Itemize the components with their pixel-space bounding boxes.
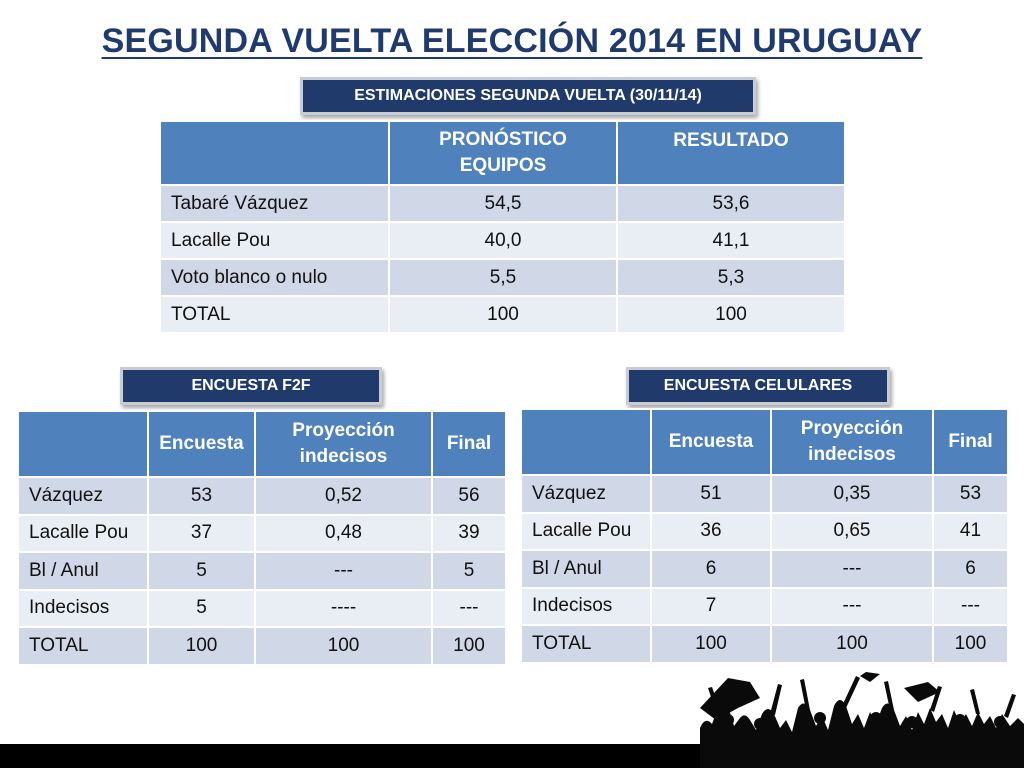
- cell-value: 51: [651, 475, 771, 513]
- row-label: TOTAL: [18, 627, 148, 665]
- cell-value: 0,65: [771, 513, 933, 551]
- cell-value: 100: [389, 296, 617, 333]
- table-header-row: [18, 411, 506, 477]
- cell-value: 6: [933, 550, 1008, 588]
- table-row: [160, 185, 845, 222]
- header-cell: [160, 121, 389, 185]
- header-cell: PRONÓSTICO EQUIPOS: [389, 121, 617, 185]
- table-row: [521, 550, 1008, 588]
- cell-value: 39: [432, 515, 506, 553]
- cell-value: 100: [651, 625, 771, 663]
- row-label: Lacalle Pou: [18, 515, 148, 553]
- cell-value: ---: [432, 590, 506, 628]
- row-label: Vázquez: [18, 477, 148, 515]
- cell-value: ----: [255, 590, 432, 628]
- header-cell: Final: [432, 411, 506, 477]
- row-label: Bl / Anul: [521, 550, 651, 588]
- row-label: TOTAL: [521, 625, 651, 663]
- cell-value: 40,0: [389, 222, 617, 259]
- cell-value: 56: [432, 477, 506, 515]
- page-title: SEGUNDA VUELTA ELECCIÓN 2014 EN URUGUAY: [101, 22, 923, 60]
- cell-value: 53: [933, 475, 1008, 513]
- row-label: Vázquez: [521, 475, 651, 513]
- header-cell: RESULTADO: [617, 121, 845, 185]
- table-row: [160, 296, 845, 333]
- f2f-table-label: ENCUESTA F2F: [120, 367, 382, 405]
- row-label: Lacalle Pou: [521, 513, 651, 551]
- table-header-row: [160, 121, 845, 185]
- cell-value: 41: [933, 513, 1008, 551]
- cell-value: 5: [148, 590, 255, 628]
- cell-value: 100: [432, 627, 506, 665]
- cell-value: 53,6: [617, 185, 845, 222]
- cell-value: 100: [617, 296, 845, 333]
- row-label: Bl / Anul: [18, 552, 148, 590]
- crowd-silhouette-icon: [0, 668, 1024, 768]
- main-table-label: ESTIMACIONES SEGUNDA VUELTA (30/11/14): [300, 77, 756, 115]
- table-row: [521, 475, 1008, 513]
- table-row: [18, 515, 506, 553]
- table-row: [160, 222, 845, 259]
- table-row: [18, 590, 506, 628]
- f2f-survey-table: [17, 410, 507, 666]
- table-row: [18, 477, 506, 515]
- celulares-table-label: ENCUESTA CELULARES: [626, 367, 890, 405]
- row-label: Lacalle Pou: [160, 222, 389, 259]
- cell-value: 5: [148, 552, 255, 590]
- main-estimation-table: [159, 120, 846, 334]
- table-row: [18, 552, 506, 590]
- celulares-survey-table: [520, 408, 1009, 664]
- cell-value: 54,5: [389, 185, 617, 222]
- header-cell: Final: [933, 409, 1008, 475]
- cell-value: 5,5: [389, 259, 617, 296]
- header-cell: Proyección indecisos: [771, 409, 933, 475]
- cell-value: 36: [651, 513, 771, 551]
- header-cell: Encuesta: [651, 409, 771, 475]
- header-cell: [18, 411, 148, 477]
- row-label: Tabaré Vázquez: [160, 185, 389, 222]
- cell-value: 5,3: [617, 259, 845, 296]
- cell-value: 5: [432, 552, 506, 590]
- cell-value: ---: [933, 588, 1008, 626]
- cell-value: 100: [771, 625, 933, 663]
- cell-value: 0,48: [255, 515, 432, 553]
- cell-value: ---: [255, 552, 432, 590]
- cell-value: 0,52: [255, 477, 432, 515]
- row-label: TOTAL: [160, 296, 389, 333]
- cell-value: ---: [771, 550, 933, 588]
- header-cell: Encuesta: [148, 411, 255, 477]
- cell-value: 100: [148, 627, 255, 665]
- cell-value: 6: [651, 550, 771, 588]
- cell-value: 53: [148, 477, 255, 515]
- cell-value: 41,1: [617, 222, 845, 259]
- cell-value: 7: [651, 588, 771, 626]
- table-header-row: [521, 409, 1008, 475]
- cell-value: 0,35: [771, 475, 933, 513]
- table-row: [18, 627, 506, 665]
- row-label: Voto blanco o nulo: [160, 259, 389, 296]
- row-label: Indecisos: [18, 590, 148, 628]
- row-label: Indecisos: [521, 588, 651, 626]
- cell-value: ---: [771, 588, 933, 626]
- table-row: [521, 513, 1008, 551]
- table-row: [160, 259, 845, 296]
- cell-value: 37: [148, 515, 255, 553]
- header-cell: [521, 409, 651, 475]
- cell-value: 100: [255, 627, 432, 665]
- cell-value: 100: [933, 625, 1008, 663]
- table-row: [521, 625, 1008, 663]
- header-cell: Proyección indecisos: [255, 411, 432, 477]
- table-row: [521, 588, 1008, 626]
